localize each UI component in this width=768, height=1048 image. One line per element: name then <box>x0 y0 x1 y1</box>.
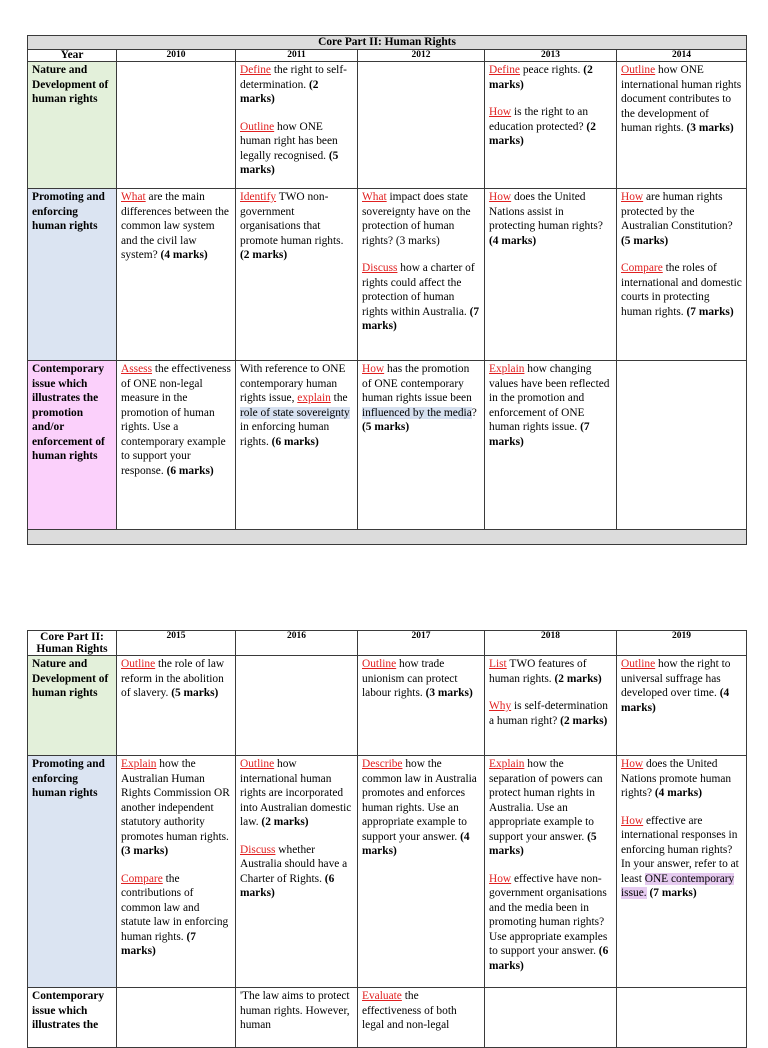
exam-question <box>489 190 612 248</box>
exam-question <box>489 699 612 728</box>
question-cell <box>117 62 236 189</box>
question-cell <box>617 361 747 530</box>
exam-question <box>362 657 480 701</box>
human-rights-table-2015-2019 <box>27 630 747 1048</box>
marks-label: (4 marks) <box>157 249 208 261</box>
exam-question <box>621 757 742 801</box>
exam-question <box>489 757 612 859</box>
question-text: With reference to ONE contemporary human rights issue, <box>240 363 346 404</box>
question-cell <box>236 756 358 988</box>
command-verb: Identify <box>240 191 277 203</box>
question-cell <box>358 62 485 189</box>
command-verb: Compare <box>121 872 163 885</box>
command-verb: explain <box>297 392 331 404</box>
question-text: TWO features of human rights. <box>489 658 587 685</box>
question-cell <box>617 656 747 756</box>
question-text: does the United Nations assist in protecting human rights? <box>489 191 603 232</box>
year-cell: 2011 <box>236 50 358 62</box>
question-text: are the main differences between the common law system and the civil law system? <box>121 191 229 261</box>
exam-question <box>489 657 612 686</box>
marks-label: (3 marks) <box>121 845 169 857</box>
question-text: the contributions of common law and statute law in enforcing human rights. <box>121 872 229 943</box>
marks-label: (2 marks) <box>489 120 596 147</box>
command-verb: How <box>362 363 385 375</box>
command-verb: What <box>121 191 146 203</box>
exam-question <box>121 190 231 263</box>
exam-question <box>489 362 612 449</box>
exam-question <box>240 190 353 263</box>
marks-label: (5 marks) <box>168 687 219 699</box>
question-cell <box>236 988 358 1048</box>
question-text: impact does state sovereignty have on the protection of human rights? (3 marks) <box>362 191 471 247</box>
question-text: the <box>330 392 348 404</box>
exam-question <box>621 63 742 136</box>
command-verb: Define <box>240 64 271 76</box>
marks-label: (4 marks) <box>652 787 702 799</box>
question-text: the effectiveness of both legal and non-legal <box>362 990 457 1031</box>
question-text: how the Australian Human Rights Commission OR another independent statutory authority promotes human rights. <box>121 758 230 843</box>
marks-label: (6 marks) <box>268 435 319 448</box>
question-text: the effectiveness of ONE non-legal measure in the promotion of human rights. Use a contemporary example to support your response. <box>121 363 231 477</box>
question-text: is the right to an education protected? <box>489 106 589 133</box>
question-cell <box>358 189 485 361</box>
question-text: effective have non-government organisations and the media been in promoting human rights? Use appropriate examples to support your answer. <box>489 872 608 957</box>
exam-question <box>240 989 353 1033</box>
question-cell <box>485 988 617 1048</box>
command-verb: How <box>621 814 644 827</box>
category-contemporary-issue: Contemporary issue which illustrates the promotion and/or enforcement of human rights <box>28 361 117 530</box>
marks-label: (2 marks) <box>240 249 288 261</box>
exam-question <box>240 843 353 901</box>
question-text: are human rights protected by the Australian Constitution? <box>621 191 733 232</box>
exam-question <box>240 757 353 830</box>
question-text: effective are international responses in enforcing human rights? In your answer, refer to at least <box>621 814 739 885</box>
marks-label: (7 marks) <box>646 887 697 899</box>
command-verb: What <box>362 191 387 203</box>
highlighted-text: ONE contemporary issue. <box>621 872 735 899</box>
marks-label: (7 marks) <box>683 305 734 318</box>
question-text: ? <box>471 406 477 419</box>
marks-label: (3 marks) <box>683 122 734 134</box>
category-nature-development: Nature and Development of human rights <box>28 62 117 189</box>
question-cell <box>117 361 236 530</box>
exam-question <box>621 814 742 901</box>
question-text: 'The law aims to protect human rights. However, human <box>240 990 350 1031</box>
question-text: the roles of international and domestic courts in protecting human rights. <box>621 262 742 318</box>
exam-question <box>121 872 231 959</box>
table-title: Core Part II: Human Rights <box>28 36 747 50</box>
marks-label: (4 marks) <box>621 687 730 714</box>
marks-label: (4 marks) <box>362 830 470 857</box>
command-verb: Outline <box>121 658 156 670</box>
year-cell: 2012 <box>358 50 485 62</box>
question-cell <box>358 361 485 530</box>
command-verb: Outline <box>621 658 656 670</box>
marks-label: (2 marks) <box>557 714 608 727</box>
exam-question <box>489 63 612 92</box>
year-cell: 2017 <box>358 631 485 656</box>
marks-label: (5 marks) <box>621 234 669 247</box>
human-rights-table-2010-2014 <box>27 35 747 545</box>
question-text: how changing values have been reflected in the promotion and enforcement of ONE human rights issue. <box>489 363 610 433</box>
question-text: whether Australia should have a Charter of Rights. <box>240 843 348 885</box>
command-verb: How <box>621 191 644 203</box>
command-verb: How <box>489 106 512 118</box>
exam-question <box>121 757 231 859</box>
category-contemporary-issue: Contemporary issue which illustrates the <box>28 988 117 1048</box>
marks-label: (6 marks) <box>163 464 214 477</box>
question-text: does the United Nations promote human rights? <box>621 758 732 799</box>
question-cell <box>617 988 747 1048</box>
question-cell <box>358 756 485 988</box>
command-verb: Evaluate <box>362 990 402 1002</box>
question-cell <box>617 189 747 361</box>
question-text: peace rights. <box>520 64 581 76</box>
question-text: how the common law in Australia promotes and enforces human rights. Use an appropriate example to support your answer. <box>362 758 477 843</box>
exam-question <box>121 362 231 478</box>
question-cell <box>617 756 747 988</box>
command-verb: Explain <box>489 758 525 770</box>
question-cell <box>617 62 747 189</box>
question-text: how the separation of powers can protect human rights in Australia. Use an appropriate example to support your answer. <box>489 758 603 843</box>
command-verb: How <box>621 758 644 770</box>
category-promoting-enforcing: Promoting and enforcing human rights <box>28 189 117 361</box>
year-cell: 2016 <box>236 631 358 656</box>
command-verb: List <box>489 658 507 670</box>
exam-question <box>362 757 480 859</box>
question-text: how ONE human right has been legally recognised. <box>240 120 338 162</box>
marks-label: (7 marks) <box>362 305 480 332</box>
marks-label: (5 marks) <box>489 830 597 857</box>
question-text: the right to self-determination. <box>240 64 347 91</box>
question-text: how trade unionism can protect labour rights. <box>362 658 458 699</box>
question-cell <box>485 189 617 361</box>
exam-question <box>362 989 480 1033</box>
question-cell <box>236 189 358 361</box>
exam-question <box>621 261 742 319</box>
question-text: the role of law reform in the abolition of slavery. <box>121 658 225 699</box>
question-text: TWO non-government organisations that promote human rights. <box>240 191 344 247</box>
command-verb: Why <box>489 700 512 712</box>
category-nature-development: Nature and Development of human rights <box>28 656 117 756</box>
year-cell: 2019 <box>617 631 747 656</box>
highlighted-text: influenced by the media <box>362 406 472 419</box>
question-text: has the promotion of ONE contemporary human rights issue been <box>362 363 472 404</box>
command-verb: Outline <box>362 658 397 670</box>
exam-question <box>489 105 612 149</box>
marks-label: (5 marks) <box>362 421 410 433</box>
exam-question <box>121 657 231 701</box>
question-cell <box>485 756 617 988</box>
command-verb: Outline <box>240 758 275 770</box>
question-cell <box>485 656 617 756</box>
exam-question <box>240 63 353 107</box>
exam-question <box>240 362 353 449</box>
year-cell: 2014 <box>617 50 747 62</box>
exam-question <box>489 872 612 974</box>
year-cell: 2015 <box>117 631 236 656</box>
year-cell: 2018 <box>485 631 617 656</box>
marks-label: (2 marks) <box>489 64 593 91</box>
marks-label: (7 marks) <box>121 930 196 957</box>
year-cell: 2010 <box>117 50 236 62</box>
question-text: how the right to universal suffrage has developed over time. <box>621 658 731 699</box>
year-cell: 2013 <box>485 50 617 62</box>
marks-label: (2 marks) <box>551 672 602 685</box>
question-text: how a charter of rights could affect the protection of human rights within Australia. <box>362 262 475 318</box>
exam-question <box>621 657 742 715</box>
question-cell <box>485 361 617 530</box>
command-verb: How <box>489 191 512 203</box>
question-cell <box>236 62 358 189</box>
table-footer-bar <box>28 530 747 545</box>
exam-question <box>240 120 353 178</box>
exam-question <box>362 362 480 435</box>
exam-question <box>362 261 480 334</box>
exam-question <box>362 190 480 248</box>
question-cell <box>117 756 236 988</box>
exam-question <box>621 190 742 248</box>
corner-header: Core Part II: Human Rights <box>28 631 117 656</box>
question-cell <box>358 656 485 756</box>
marks-label: (2 marks) <box>240 78 319 105</box>
command-verb: Discuss <box>240 843 276 856</box>
command-verb: Explain <box>489 363 525 375</box>
command-verb: How <box>489 872 512 885</box>
marks-label: (3 marks) <box>422 687 473 699</box>
question-text: is self-determination a human right? <box>489 700 608 727</box>
command-verb: Outline <box>240 120 275 133</box>
question-cell <box>358 988 485 1048</box>
question-cell <box>236 361 358 530</box>
command-verb: Define <box>489 64 520 76</box>
marks-label: (6 marks) <box>240 872 335 899</box>
command-verb: Assess <box>121 363 153 375</box>
category-promoting-enforcing: Promoting and enforcing human rights <box>28 756 117 988</box>
question-text: how ONE international human rights document contributes to the development of human rights. <box>621 64 742 134</box>
question-cell <box>117 988 236 1048</box>
highlighted-text: role of state sovereignty <box>240 406 350 419</box>
command-verb: Describe <box>362 758 403 770</box>
command-verb: Explain <box>121 758 157 770</box>
marks-label: (6 marks) <box>489 945 609 972</box>
question-cell <box>117 189 236 361</box>
command-verb: Compare <box>621 262 663 274</box>
year-header: Year <box>28 50 117 62</box>
question-text: how international human rights are incorporated into Australian domestic law. <box>240 758 352 828</box>
question-cell <box>485 62 617 189</box>
marks-label: (5 marks) <box>240 149 339 176</box>
command-verb: Outline <box>621 64 656 76</box>
marks-label: (7 marks) <box>489 421 590 448</box>
marks-label: (2 marks) <box>258 816 309 828</box>
question-text: in enforcing human rights. <box>240 421 330 448</box>
question-cell <box>117 656 236 756</box>
question-cell <box>236 656 358 756</box>
command-verb: Discuss <box>362 262 398 274</box>
marks-label: (4 marks) <box>489 234 537 247</box>
